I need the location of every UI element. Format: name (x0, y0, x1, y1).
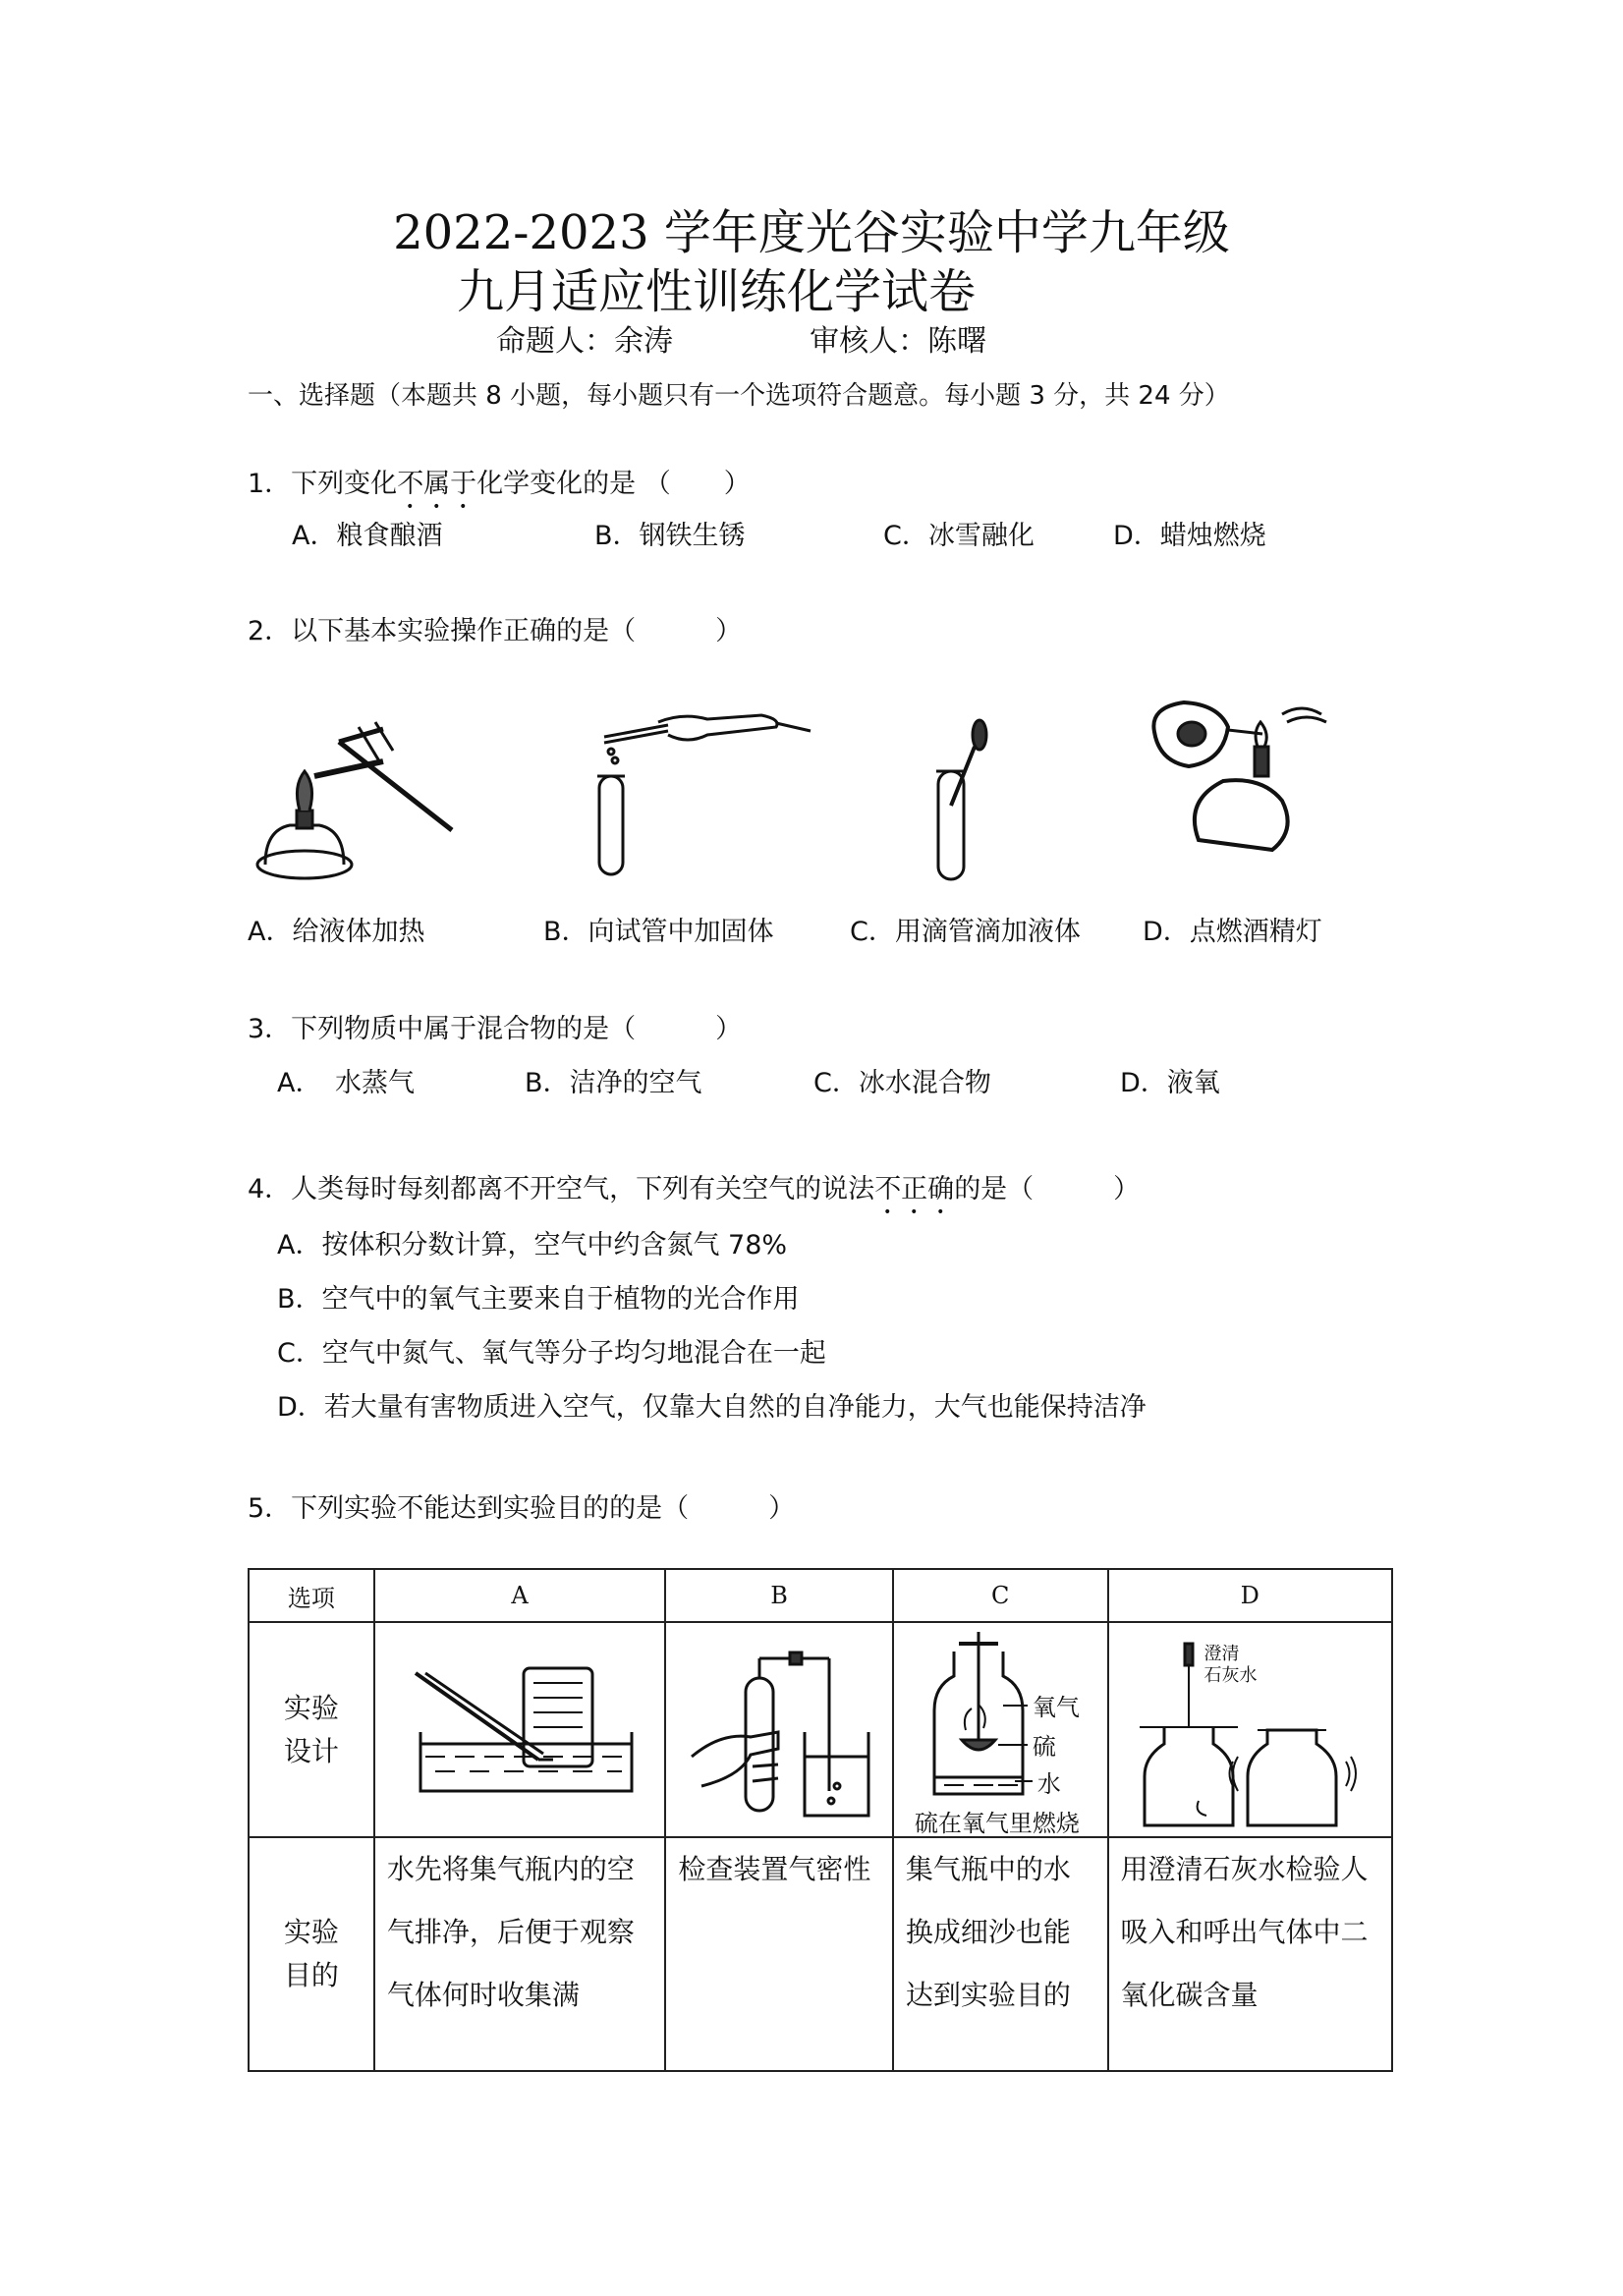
question-4-stem (248, 1167, 1140, 1220)
q1-option-a: A．粮食酿酒 (292, 521, 443, 551)
figure-lighting-lamp (1145, 693, 1331, 860)
label-limewater: 澄清 石灰水 (1203, 1644, 1258, 1686)
purpose-row-label: 实验 目的 (249, 1837, 374, 2071)
figure-limewater-test (1140, 1634, 1375, 1830)
purpose-cell-b: 检查装置气密性 (665, 1837, 893, 2071)
figure-adding-solid (589, 698, 825, 884)
purpose-cell-c: 集气瓶中的水换成细沙也能达到实验目的 (893, 1837, 1108, 2071)
q1-post: 化学变化的是 （ ） (476, 469, 751, 499)
q2-option-a: A．给液体加热 (248, 917, 425, 947)
q4-post: 的是（ ） (954, 1174, 1141, 1204)
question-5-stem: 5．下列实验不能达到实验目的的是（ ） (248, 1493, 796, 1524)
design-cell-d (1108, 1622, 1392, 1837)
exam-title-line1: 2022-2023 学年度光谷实验中学九年级 (393, 205, 1230, 260)
question-1-stem (248, 462, 751, 515)
header-col-d: D (1108, 1569, 1392, 1622)
q1-option-c: C．冰雪融化 (883, 521, 1035, 551)
figure-sulfur-burning (905, 1632, 1101, 1828)
q4-option-c: C．空气中氮气、氧气等分子均匀地混合在一起 (277, 1338, 826, 1369)
q3-option-c: C．冰水混合物 (813, 1068, 991, 1098)
q4-option-a: A．按体积分数计算，空气中约含氮气 78% (277, 1230, 788, 1260)
question-2-stem: 2．以下基本实验操作正确的是（ ） (248, 616, 743, 646)
q3-option-a: A． 水蒸气 (277, 1068, 415, 1098)
header-col-b: B (665, 1569, 893, 1622)
reviewer-label: 审核人：陈曙 (810, 324, 987, 359)
q4-option-b: B．空气中的氧气主要来自于植物的光合作用 (277, 1284, 800, 1315)
experiment-table (248, 1568, 1393, 2072)
design-row-label: 实验 设计 (249, 1622, 374, 1837)
exam-title-line2: 九月适应性训练化学试卷 (457, 264, 977, 319)
q4-option-d: D．若大量有害物质进入空气，仅靠大自然的自净能力，大气也能保持洁净 (277, 1392, 1147, 1423)
q3-option-b: B．洁净的空气 (525, 1068, 702, 1098)
q2-option-c: C．用滴管滴加液体 (850, 917, 1081, 947)
question-3-stem: 3．下列物质中属于混合物的是（ ） (248, 1014, 743, 1044)
header-option-label: 选项 (249, 1569, 374, 1622)
caption-sulfur-burning: 硫在氧气里燃烧 (914, 1810, 1080, 1837)
q3-option-d: D．液氧 (1120, 1068, 1220, 1098)
author-label: 命题人：余涛 (496, 324, 673, 359)
table-header-row (249, 1569, 1392, 1622)
q2-option-d: D．点燃酒精灯 (1143, 917, 1322, 947)
table-design-row (249, 1622, 1392, 1837)
design-cell-a (374, 1622, 666, 1837)
purpose-cell-d: 用澄清石灰水检验人吸入和呼出气体中二氧化碳含量 (1108, 1837, 1392, 2071)
section-heading: 一、选择题（本题共 8 小题，每小题只有一个选项符合题意。每小题 3 分，共 24 分） (248, 381, 1230, 411)
q4-pre: 4．人类每时每刻都离不开空气，下列有关空气的说法 (248, 1174, 875, 1204)
figure-airtightness-check (682, 1639, 888, 1825)
design-cell-c (893, 1622, 1108, 1837)
q1-option-d: D．蜡烛燃烧 (1113, 521, 1266, 551)
header-col-c: C (893, 1569, 1108, 1622)
q2-option-b: B．向试管中加固体 (543, 917, 774, 947)
authors-line (496, 316, 986, 360)
figure-dropper (928, 717, 1017, 884)
label-sulfur: 硫 (1032, 1733, 1056, 1761)
table-purpose-row (249, 1837, 1392, 2071)
purpose-cell-a: 水先将集气瓶内的空气排净，后便于观察气体何时收集满 (374, 1837, 666, 2071)
figure-heating-liquid (246, 717, 462, 884)
label-water: 水 (1036, 1770, 1061, 1798)
header-col-a: A (374, 1569, 666, 1622)
design-cell-b (665, 1622, 893, 1837)
label-oxygen: 氧气 (1032, 1694, 1080, 1721)
figure-gas-collection (416, 1663, 642, 1801)
q4-emphasis: 不正确 (874, 1174, 955, 1204)
q1-emphasis: 不属于 (397, 469, 477, 499)
q1-option-b: B．钢铁生锈 (594, 521, 746, 551)
q1-pre: 1．下列变化 (248, 469, 398, 499)
